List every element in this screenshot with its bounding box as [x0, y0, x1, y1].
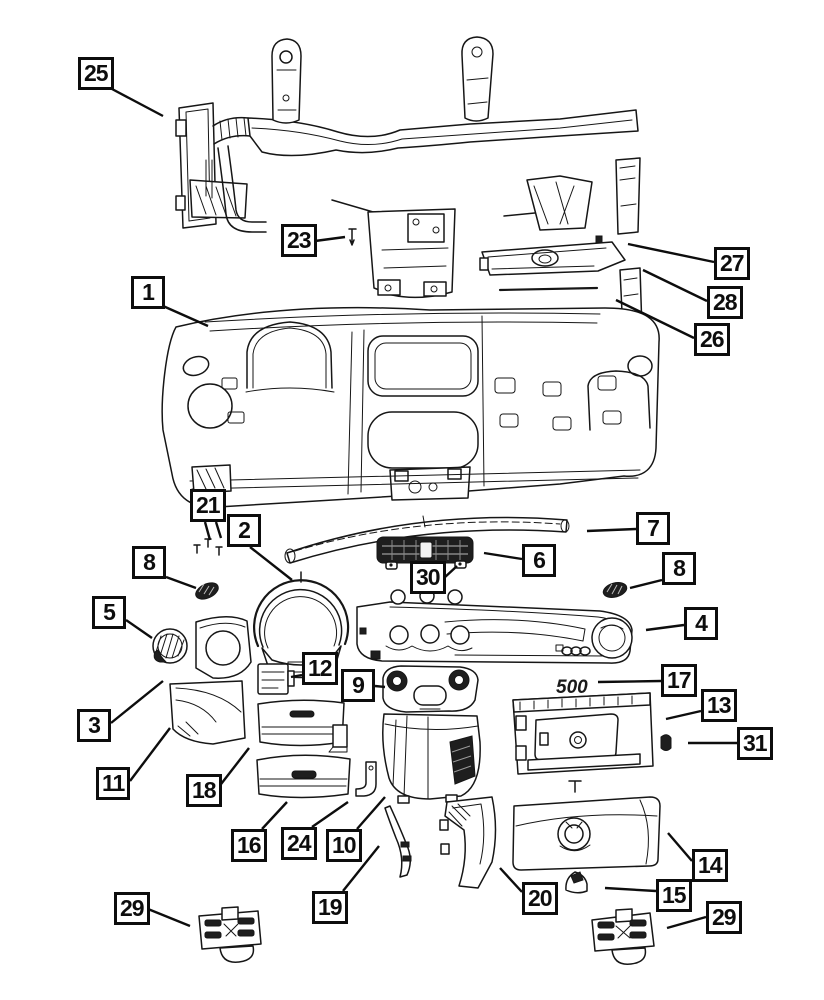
leader-line: [216, 522, 221, 538]
top-cover-panel: [480, 242, 625, 275]
leader-line: [587, 529, 636, 531]
leader-line: [668, 833, 692, 861]
callout-29-right: 29: [706, 901, 742, 934]
callout-8-left: 8: [132, 546, 166, 579]
leader-line: [646, 625, 684, 630]
storage-tray-lower: [257, 755, 350, 797]
trim-panel-right: [357, 589, 632, 663]
kick-panel: [440, 797, 496, 888]
leader-line: [500, 868, 522, 892]
leader-line: [205, 522, 210, 540]
callout-21: 21: [190, 489, 226, 522]
leader-line: [166, 577, 196, 588]
bracket-29-right: [592, 909, 654, 964]
callout-19: 19: [312, 891, 348, 924]
leader-line: [630, 580, 662, 588]
screw-23: [349, 229, 356, 245]
leader-line: [111, 681, 163, 723]
callout-7: 7: [636, 512, 670, 545]
callout-14: 14: [692, 849, 728, 882]
leader-line: [628, 244, 714, 262]
leader-line: [605, 888, 656, 891]
callout-23: 23: [281, 224, 317, 257]
callout-6: 6: [522, 544, 556, 577]
callout-8-right: 8: [662, 552, 696, 585]
trim-rod: [500, 288, 597, 290]
callout-3: 3: [77, 709, 111, 742]
callout-20: 20: [522, 882, 558, 915]
bracket-29-left: [199, 907, 261, 962]
leader-line: [643, 270, 707, 301]
leader-line: [357, 797, 385, 829]
l-bracket: [356, 762, 376, 796]
storage-tray-upper: [258, 700, 344, 745]
leader-line: [218, 748, 249, 788]
leader-line: [126, 620, 152, 638]
left-lower-trim: [170, 681, 245, 744]
callout-29-left: 29: [114, 892, 150, 925]
leader-line: [444, 566, 457, 578]
side-vent-right: [602, 580, 629, 600]
retainer-clip: [661, 735, 671, 751]
pillar-sliver-trim: [385, 806, 411, 877]
leader-line: [375, 686, 385, 687]
leader-line: [666, 711, 701, 719]
leader-line: [484, 553, 522, 559]
callout-1: 1: [131, 276, 165, 309]
leader-line: [130, 728, 170, 781]
callout-5: 5: [92, 596, 126, 629]
leader-line: [315, 237, 345, 241]
leader-line: [667, 917, 706, 928]
callout-18: 18: [186, 774, 222, 807]
callout-9: 9: [341, 669, 375, 702]
callout-31: 31: [737, 727, 773, 760]
column-shroud: [383, 666, 478, 712]
callout-15: 15: [656, 879, 692, 912]
emblem-500-script: [556, 677, 588, 698]
callout-17: 17: [661, 664, 697, 697]
glove-box-housing: [513, 693, 653, 774]
leader-line: [112, 89, 163, 116]
callout-16: 16: [231, 829, 267, 862]
callout-24: 24: [281, 827, 317, 860]
glove-box-door: [513, 797, 660, 870]
callout-28: 28: [707, 286, 743, 319]
leader-line: [148, 909, 190, 926]
round-air-outlet: [153, 629, 187, 663]
side-vent-left: [193, 580, 221, 603]
leader-line: [598, 681, 661, 682]
column-opening-cover: [383, 714, 480, 803]
callout-12: 12: [302, 652, 338, 685]
leader-line: [262, 802, 287, 829]
push-clip: [566, 872, 587, 893]
screws-21: [194, 539, 222, 555]
svg-text:500: 500: [556, 677, 588, 698]
callout-10: 10: [326, 829, 362, 862]
callout-25: 25: [78, 57, 114, 90]
callout-26: 26: [694, 323, 730, 356]
screw-glovebox: [569, 781, 581, 792]
callout-30: 30: [410, 561, 446, 594]
callout-4: 4: [684, 607, 718, 640]
cluster-hood-trim: [196, 617, 251, 678]
leader-line: [312, 802, 348, 827]
switch-bracket: [258, 664, 294, 694]
instrument-panel-main: [162, 308, 659, 508]
callout-13: 13: [701, 689, 737, 722]
callout-27: 27: [714, 247, 750, 280]
callout-2: 2: [227, 514, 261, 547]
leader-line: [163, 306, 208, 326]
callout-11: 11: [96, 767, 130, 800]
